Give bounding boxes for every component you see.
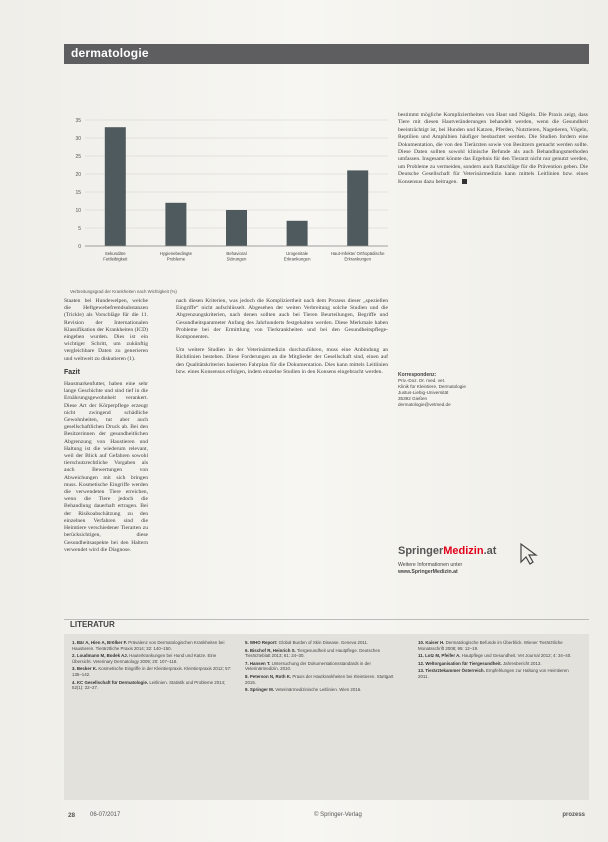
y-tick-label: 10	[75, 207, 81, 214]
reference-authors: 8. Peterson N, Roth K.	[245, 673, 292, 679]
literature-column-2	[245, 640, 405, 695]
brand: prozess	[562, 812, 585, 818]
reference-text: Tiergesundheit und Hautpflege. Deutsches Tierärzteblatt 2013; 61: 24–30.	[245, 647, 380, 659]
correspondence-line: Justus-Liebig-Universität	[398, 390, 449, 395]
y-tick-label: 30	[75, 135, 81, 142]
correspondence-line: 35392 Gießen	[398, 396, 428, 401]
heading-fazit: Fazit	[64, 368, 80, 376]
reference-item	[245, 661, 405, 672]
y-tick-label: 25	[75, 153, 81, 160]
reference-text: Hauterkrankungen bei Hund und Katze. Eine Übersicht. Veterinary Dermatology 2009; 20: 107–118.	[72, 653, 217, 664]
reference-authors: 5. WHO Report:	[245, 640, 278, 645]
page-number: 28	[68, 812, 76, 819]
reference-text: Global Burden of Skin Disease. Geneva 2011.	[277, 640, 369, 645]
reference-text: Jahresbericht 2013.	[501, 660, 542, 666]
springer-text: Weitere Informationen unter www.SpringerMedizin.at	[398, 562, 463, 575]
text-column-2	[176, 298, 388, 382]
text-column-3	[398, 112, 588, 186]
reference-item	[72, 653, 232, 664]
springer-link[interactable]: www.SpringerMedizin.at	[398, 569, 458, 575]
section-title: dermatologie	[71, 46, 149, 60]
end-mark-icon	[462, 179, 467, 184]
correspondence-label: Korrespondenz:	[398, 372, 437, 378]
bar	[226, 210, 247, 246]
reference-authors: 9. Springer M.	[245, 687, 275, 693]
reference-item	[418, 661, 578, 667]
text-column-1	[64, 298, 148, 560]
springer-logo: SpringerMedizin.at	[398, 545, 497, 557]
reference-authors: 10. Kaiser H.	[418, 640, 445, 645]
y-tick-label: 20	[75, 171, 81, 178]
page-footer	[64, 810, 589, 824]
x-category-label: Haut-Infekte/ Orthopädische Erkrankungen	[330, 251, 385, 262]
correspondence-line: Priv.-Doz. Dr. med. vet.	[398, 378, 446, 383]
reference-authors: 7. Hansen T.	[245, 660, 271, 666]
cursor-icon	[518, 542, 540, 566]
reference-authors: 4. KC Gesellschaft für Dermatologie.	[72, 679, 149, 685]
reference-text: Dermatologische Befunde im Überblick. Wiener Tierärztliche Monatsschrift 2008; 95: 12–19.	[418, 640, 563, 651]
reference-text: Leitlinien. Statistik und Probleme 2014; 52(1): 22–27.	[72, 679, 226, 691]
y-tick-label: 35	[75, 117, 81, 124]
reference-item	[72, 666, 232, 677]
paragraph: Um weitere Studien in der Veterinärmedizin durchzuführen, muss eine Anbindung an Richtlinien bestehen. Diese Forderungen an die Mitglieder der Gesellschaft sind, einen auf den Qualitätskriterien basierten Fahrplan für die Dokumentation. Dies kann mittels Leitlinien bzw. eines Konsensus erfolgen, indem einzelne Studien in den Konsens eingebracht werden.	[176, 347, 388, 375]
paragraph: Hausmarkenfutter, haben eine sehr lange Geschichte und sind tief in die Ernährungsgewohnheit verankert. Diese Art der Körperpflege erzeugt nicht zwingend schädliche Gewohnheiten, tut aber auch gesellschaftlichen Druck ab. Bei den Besitzerinnen der gesundheitlichen Abgrenzung von Haustieren und Haltung ist die wiederum relevant, weil der Blick auf Gefahren sowohl tierschutzrechtliche Vorgaben als auch Bewertungen von Abweichungen mit sich bringen muss. Kosmetische Eingriffe werden die verwendeten Tiere erreichen, wenn die Tiere jedoch die Behandlung dauerhaft ertragen. Bei der Risikoabschätzung zu den einzelnen Verfahren sind die Heimtiere verschiedener Tierarten zu berücksichtigen, diese Gesundheitsaspekte bei den Haltern verwendet wird die Diagnose.	[64, 381, 148, 553]
reference-text: Veterinärmedizinische Leitlinien. Wien 2016.	[274, 687, 362, 693]
reference-authors: 2. Loudmann M, Bodek AJ.	[72, 653, 128, 659]
reference-text: Prävalenz von Dermatologischen Krankheiten bei Haustieren. Tierärztliche Praxis 2014; 32: 140–150.	[72, 640, 225, 651]
y-tick-label: 0	[78, 243, 81, 250]
reference-text: Kosmetische Eingriffe in der Kleintierpraxis. Kleintierpraxis 2012; 57: 135–142.	[72, 666, 232, 677]
reference-item	[418, 640, 578, 651]
reference-authors: 1. Bär A, Hien A, Brölker F.	[72, 640, 128, 645]
bar-chart	[63, 112, 393, 292]
bar	[165, 203, 186, 246]
y-tick-label: 5	[78, 225, 81, 232]
reference-item	[72, 680, 232, 691]
literature-column-1	[72, 640, 232, 693]
x-category-label: Hygienebedingte Probleme	[159, 251, 193, 262]
reference-text: Hautpflege und Gesundheit. Vet Journal 2012; 4: 34–40.	[460, 653, 572, 659]
paragraph: Staaten bei Hundewelpen, welche die Heftgewebefremdsubstanzen (Trickle) als Vorschläge für die 11. Revision der Internationalen Klassifikation der Krankheiten (ICD) eingeben wurden. Dies ist ein wichtiger Schritt, um zukünftig vergleichbare Daten zu generieren und weltweit zu diskutieren (1).	[64, 298, 148, 362]
reference-authors: 11. Lotz M, Pfeifer A.	[418, 653, 461, 659]
springer-ad[interactable]	[398, 540, 588, 584]
reference-item	[245, 674, 405, 685]
literature-header	[64, 619, 589, 634]
bar	[347, 170, 368, 246]
paragraph: bestimmt mögliche Kompliziertheiten von Haut und Nägeln. Die Praxis zeigt, dass Tiere mit diesen Hautveränderungen behandelt werden, wenn die Gesundheit beeinträchtigt ist, bei Hunden und Katzen, Pferden, Nutztieren, Nagetieren, Vögeln, Reptilien und Amphibien häufiger beobachtet werden. Die Studien fordern eine Dokumentation, die von den Tierärzten sowie von Besitzern gemacht werden sollte. Diese Daten sollten sowohl klinische Befunde als auch Behandlungsmethoden umfassen. Insgesamt könnte das Ergebnis für den Tierarzt nicht nur genutzt werden, um Probleme zu vermeiden, sondern auch Ratschläge für die Prävention geben. Die Deutsche Gesellschaft für Veterinärmedizin kann mittels Leitlinien bzw. eines Konsensus dazu beitragen.	[398, 112, 588, 185]
publisher: © Springer-Verlag	[314, 812, 362, 818]
reference-item	[245, 640, 405, 646]
reference-item	[245, 687, 405, 693]
x-category-label: Behavioral Störungen	[226, 251, 247, 262]
reference-authors: 12. Weltorganisation für Tiergesundheit.	[418, 660, 502, 666]
reference-authors: 13. Tierärztekammer Österreich.	[418, 668, 485, 674]
literature-title: LITERATUR	[70, 620, 115, 629]
reference-item	[418, 668, 578, 679]
bar	[105, 127, 126, 246]
reference-text: Untersuchung der Dokumentationsstandards in der Veterinärmedizin. 2010.	[245, 660, 371, 672]
reference-authors: 3. Becker K.	[72, 666, 98, 672]
correspondence-line: Klinik für Kleintiere, Dermatologie	[398, 384, 466, 389]
correspondence-line: dermatologie@vetmed.de	[398, 402, 451, 407]
bar	[287, 221, 308, 246]
correspondence-block	[398, 372, 588, 408]
reference-item	[245, 648, 405, 659]
reference-text: Empfehlungen zur Haltung von Heimtieren 2011.	[418, 668, 569, 679]
x-category-label: Urogenitale Erkrankungen	[283, 251, 311, 262]
paragraph: nach diesen Kriterien, was jedoch die Kompliziertheit nach dem Prozess dieser „speziellen Eingriffe“ nicht aufschlüsselt. Abgesehen der weiten Verbreitung solche Studien und die Abgrenzungskriterien, nach denen sollten auch bei Tieren Beurteilungen, Begriffe und Gesundheitsparameter Anfang des Jahrhunderts festgehalten werden. Diese Merkmale haben Probleme bei der Ermittlung von Tierkrankheiten und bei den Gesundheitspflege-Komponenten.	[176, 298, 388, 341]
issue-date: 06-07/2017	[90, 812, 121, 818]
chart-caption: Verbreitungsgrad der Krankheiten nach Wichtigkeit (%)	[70, 289, 177, 294]
y-tick-label: 15	[75, 189, 81, 196]
x-category-label: Sekundäre Fettleibigkeit	[103, 251, 128, 262]
reference-item	[418, 653, 578, 659]
reference-item	[72, 640, 232, 651]
literature-column-3	[418, 640, 578, 682]
reference-authors: 6. Bischof R, Heinrich S.	[245, 647, 296, 653]
reference-text: Praxis der Hautkrankheiten bei Kleintieren. Stuttgart 2015.	[245, 673, 394, 685]
